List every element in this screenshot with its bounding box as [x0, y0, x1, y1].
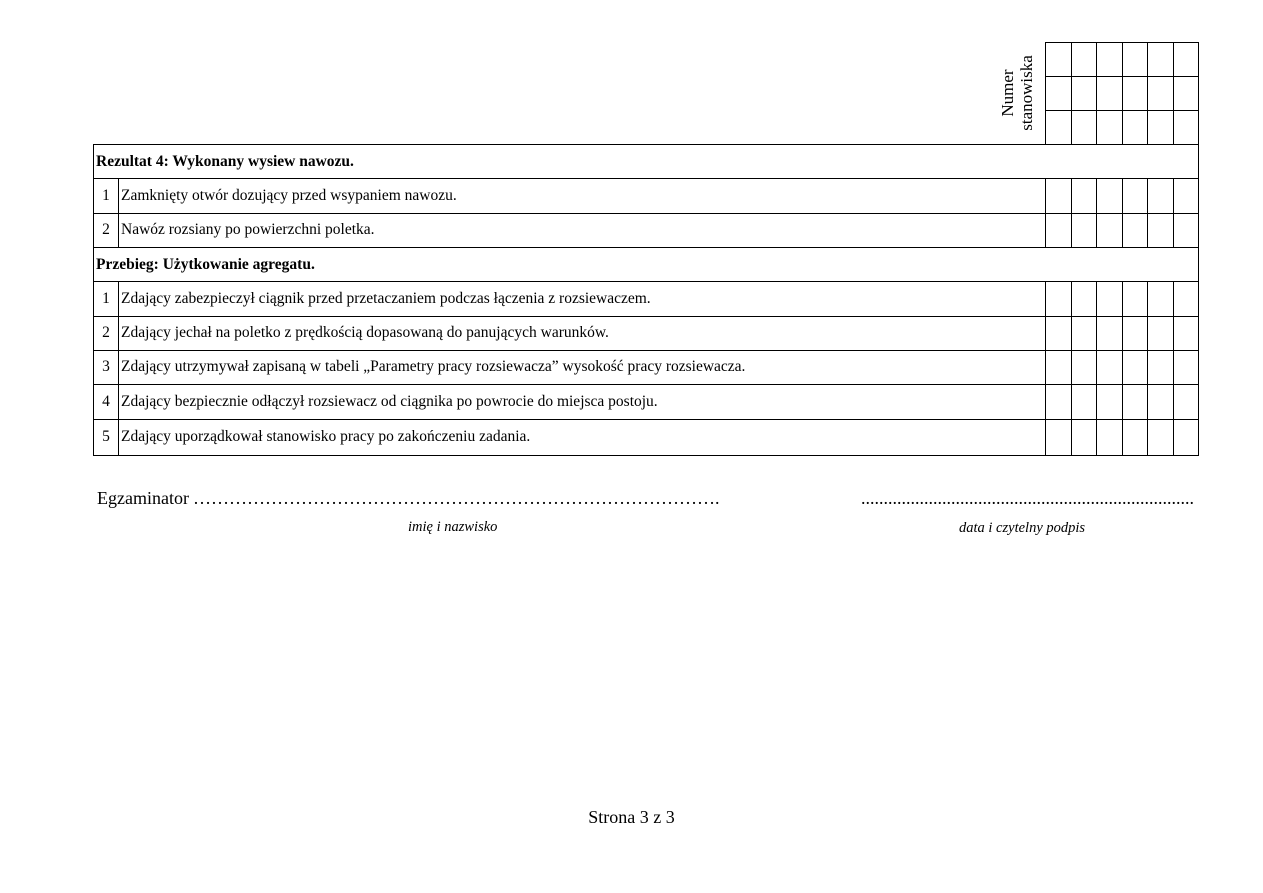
row-number: 2 — [102, 221, 110, 238]
station-box-rule — [1071, 42, 1072, 145]
station-box-rule — [1045, 42, 1046, 145]
row-criterion: Zdający utrzymywał zapisaną w tabeli „Parametry pracy rozsiewacza” wysokość pracy rozsiewacza. — [121, 358, 746, 375]
date-caption: data i czytelny podpis — [959, 520, 1086, 536]
check-box-rule — [1045, 178, 1046, 248]
examiner-label: Egzaminator — [97, 488, 189, 508]
check-box-rule — [1045, 281, 1046, 456]
section-title: Rezultat 4: Wykonany wysiew nawozu. — [96, 153, 354, 170]
station-box-rule — [1096, 42, 1097, 145]
check-box-rule — [1147, 281, 1148, 456]
signature-line: .......................................................................... — [861, 488, 1194, 508]
table-rule — [93, 455, 1199, 456]
row-number: 1 — [102, 187, 110, 204]
station-number-label — [990, 43, 1044, 143]
page-number: Strona 3 z 3 — [588, 807, 675, 827]
check-box-rule — [1173, 281, 1174, 456]
row-number: 5 — [102, 428, 110, 445]
table-rule — [118, 178, 119, 248]
check-box-rule — [1173, 178, 1174, 248]
row-number: 2 — [102, 324, 110, 341]
row-criterion: Zdający jechał na poletko z prędkością dopasowaną do panujących warunków. — [121, 324, 609, 341]
row-criterion: Nawóz rozsiany po powierzchni poletka. — [121, 221, 375, 238]
station-box-rule — [1198, 42, 1199, 145]
check-box-rule — [1071, 178, 1072, 248]
row-criterion: Zdający uporządkował stanowisko pracy po zakończeniu zadania. — [121, 428, 531, 445]
row-criterion: Zdający zabezpieczył ciągnik przed przetaczaniem podczas łączenia z rozsiewaczem. — [121, 290, 651, 307]
station-label-line1: Numer — [998, 69, 1017, 117]
check-box-rule — [1096, 178, 1097, 248]
station-box-rule — [1122, 42, 1123, 145]
check-box-rule — [1122, 281, 1123, 456]
name-caption: imię i nazwisko — [408, 519, 498, 535]
examiner-name-line: ……………………………………………………………………………. — [193, 488, 720, 508]
check-box-rule — [1198, 281, 1199, 456]
table-rule — [118, 281, 119, 456]
section-title: Przebieg: Użytkowanie agregatu. — [96, 256, 315, 273]
row-criterion: Zamknięty otwór dozujący przed wsypaniem nawozu. — [121, 187, 457, 204]
station-label-line2: stanowiska — [1017, 55, 1036, 131]
check-box-rule — [1147, 178, 1148, 248]
check-box-rule — [1096, 281, 1097, 456]
check-box-rule — [1122, 178, 1123, 248]
row-number: 4 — [102, 393, 110, 410]
row-number: 1 — [102, 290, 110, 307]
station-box-rule — [1147, 42, 1148, 145]
station-box-rule — [1173, 42, 1174, 145]
check-box-rule — [1198, 178, 1199, 248]
row-number: 3 — [102, 358, 110, 375]
row-criterion: Zdający bezpiecznie odłączył rozsiewacz od ciągnika po powrocie do miejsca postoju. — [121, 393, 658, 410]
check-box-rule — [1071, 281, 1072, 456]
